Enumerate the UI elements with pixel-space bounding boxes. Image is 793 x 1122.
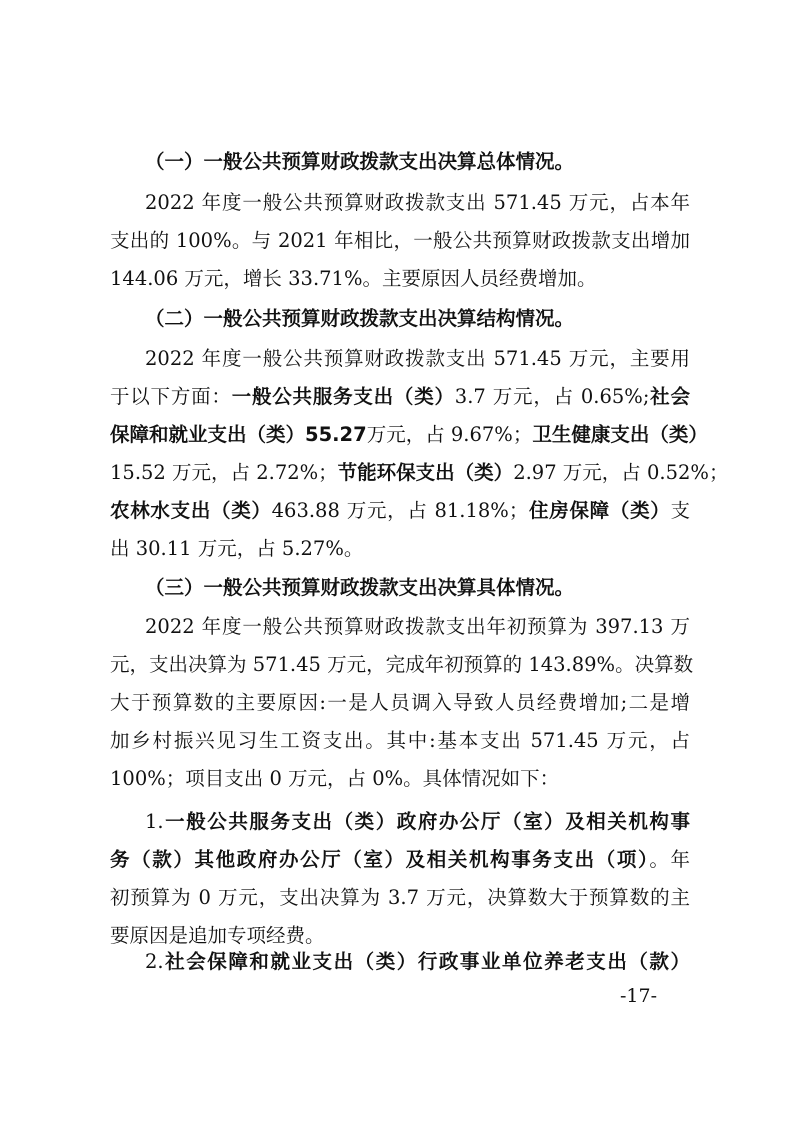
category-label: 一般公共服务支出（类） [231,385,455,408]
text-run: 万元，占 9.67%； [366,423,533,446]
page-number: -17- [620,985,658,1007]
item-title: 社会保障和就业支出（类）行政事业单位养老支出（款） [163,950,690,973]
paragraph-line [110,456,729,490]
paragraph-line: 加乡村振兴见习生工资支出。其中:基本支出 571.45 万元，占 [110,729,690,752]
item-title: 务（款）其他政府办公厅（室）及相关机构事务支出（项） [110,848,650,871]
paragraph-line: 2022 年度一般公共预算财政拨款支出 571.45 万元，占本年 [145,191,690,214]
section-heading-3: （三）一般公共预算财政拨款支出决算具体情况。 [145,576,575,599]
paragraph-line: 出 30.11 万元，占 5.27%。 [110,537,364,560]
item-2-line [145,945,690,979]
section-heading-1: （一）一般公共预算财政拨款支出决算总体情况。 [145,150,575,173]
item-number: 2. [145,950,164,973]
paragraph-line: 100%；项目支出 0 万元，占 0%。具体情况如下： [110,767,560,790]
paragraph-line [110,380,690,414]
category-label: 节能环保支出（类） [337,461,514,484]
paragraph-line: 2022 年度一般公共预算财政拨款支出 571.45 万元，主要用 [145,347,690,370]
text-run: 。年 [649,848,690,871]
paragraph-line: 144.06 万元，增长 33.71%。主要原因人员经费增加。 [110,267,597,290]
section-heading-2: （二）一般公共预算财政拨款支出决算结构情况。 [145,307,575,330]
paragraph-line [110,494,690,528]
text-run: 463.88 万元，占 81.18%； [271,499,529,522]
paragraph-line: 2022 年度一般公共预算财政拨款支出年初预算为 397.13 万 [145,615,690,638]
paragraph-line: 支出的 100%。与 2021 年相比，一般公共预算财政拨款支出增加 [110,229,690,252]
category-label: 住房保障（类） [528,499,671,522]
text-run: 3.7 万元，占 0.65%; [454,385,650,408]
category-label: 卫生健康支出（类） [532,423,708,446]
item-1-line [110,843,690,877]
category-label: 社会 [649,385,690,408]
paragraph-line [110,418,708,452]
text-run: 于以下方面： [110,385,232,408]
paragraph-line: 初预算为 0 万元，支出决算为 3.7 万元，决算数大于预算数的主 [110,886,690,909]
paragraph-line: 元，支出决算为 571.45 万元，完成年初预算的 143.89%。决算数 [110,653,694,676]
category-label: 保障和就业支出（类）55.27 [110,423,367,446]
category-label: 农林水支出（类） [110,499,272,522]
item-number: 1. [145,810,164,833]
text-run: 15.52 万元，占 2.72%； [110,461,338,484]
paragraph-line: 要原因是追加专项经费。 [110,924,325,947]
text-run: 支 [670,499,690,522]
item-title: 一般公共服务支出（类）政府办公厅（室）及相关机构事 [163,810,690,833]
item-1-line [145,805,690,839]
paragraph-line: 大于预算数的主要原因:一是人员调入导致人员经费增加;二是增 [110,691,690,714]
text-run: 2.97 万元，占 0.52%； [513,461,729,484]
